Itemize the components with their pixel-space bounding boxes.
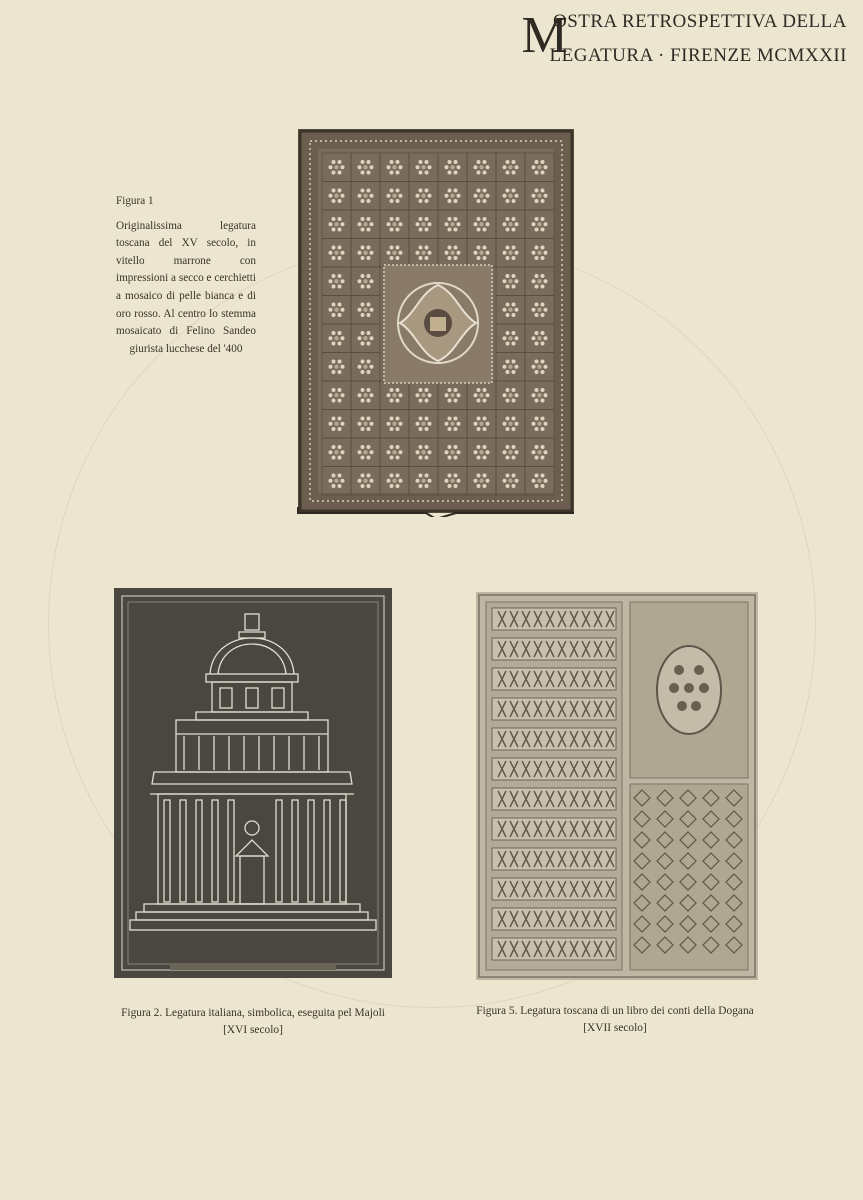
- figure-2-image: [114, 588, 392, 978]
- binding-2-illustration: [114, 588, 392, 978]
- binding-1-illustration: [296, 127, 576, 517]
- figure-5-caption: [466, 1003, 764, 1037]
- figure-2-caption-line-1: Figura 2. Legatura italiana, simbolica, eseguita pel Majoli: [121, 1007, 385, 1019]
- page-header: [521, 7, 847, 76]
- figure-5-caption-line-2: [XVII secolo]: [583, 1022, 647, 1034]
- header-line-1: OSTRA RETROSPETTIVA DELLA: [552, 11, 847, 32]
- binding-5-illustration: [476, 592, 758, 980]
- figure-1-label: Figura 1: [116, 195, 154, 207]
- figure-5-image: [476, 592, 758, 980]
- header-initial: M: [521, 7, 568, 64]
- figure-5-caption-line-1: Figura 5. Legatura toscana di un libro dei conti della Dogana: [476, 1005, 754, 1017]
- header-line-2: LEGATURA · FIRENZE MCMXXII: [549, 45, 847, 66]
- figure-1-description: Originalissima legatura toscana del XV secolo, in vitello marrone con impressioni a secco e cerchietti a mosaico di pelle bianca e di oro rosso. Al centro lo stemma mosaicato di Felino Sandeo giurista lucchese del '400: [116, 219, 256, 355]
- figure-2-caption-line-2: [XVI secolo]: [223, 1024, 283, 1036]
- figure-1-caption: [116, 193, 256, 358]
- figure-1-image: [296, 127, 576, 517]
- figure-2-caption: [100, 1005, 406, 1039]
